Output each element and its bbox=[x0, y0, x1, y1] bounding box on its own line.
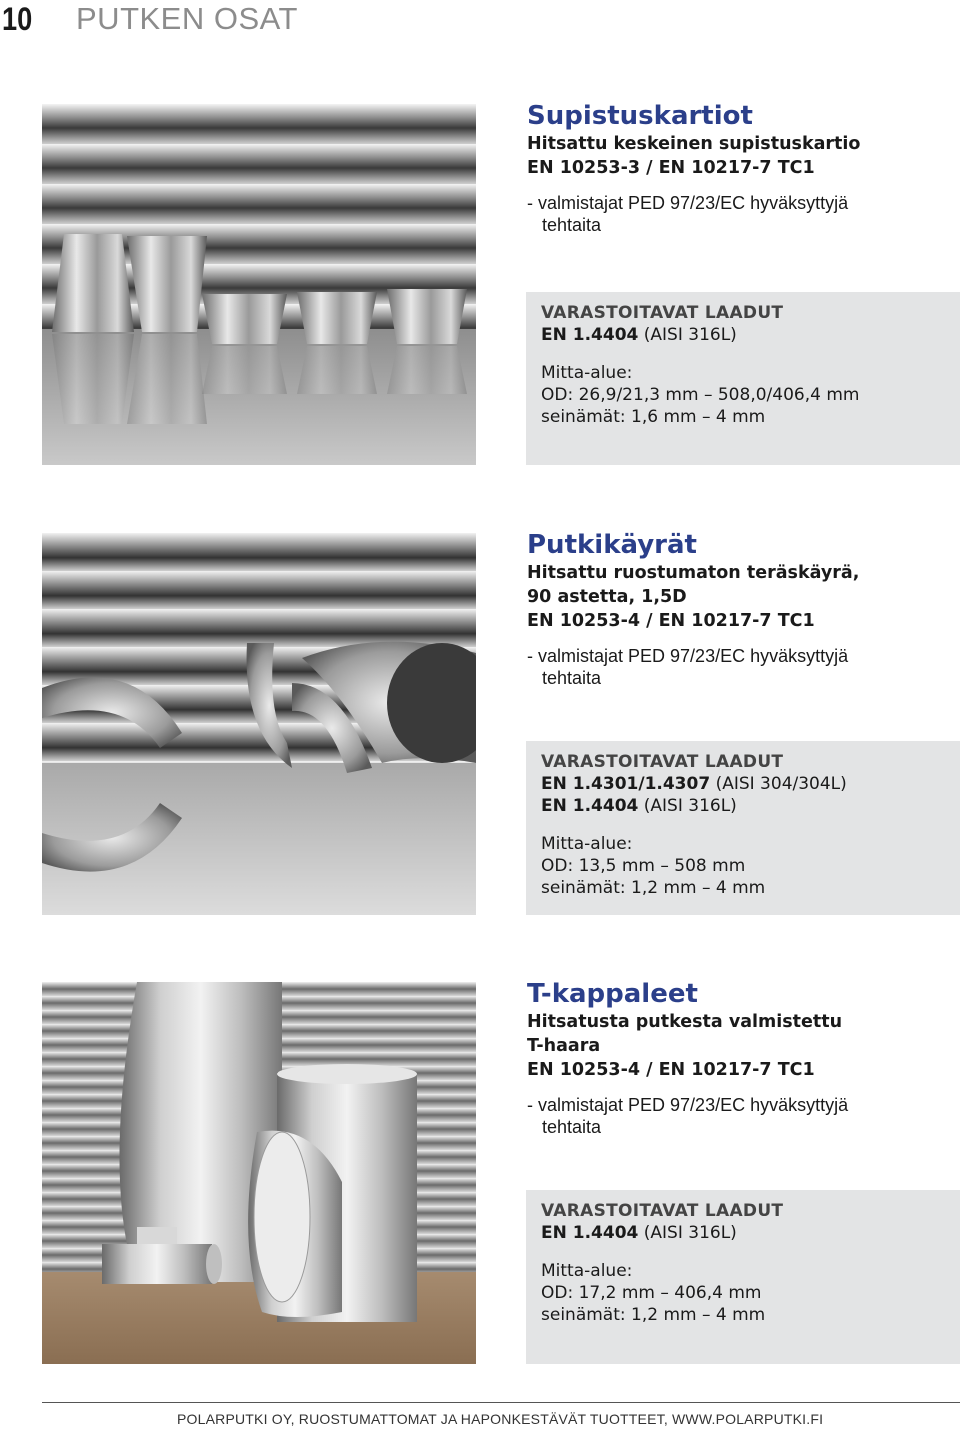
grade-code: EN 1.4404 bbox=[541, 325, 639, 345]
grade-code: EN 1.4301/1.4307 bbox=[541, 774, 711, 794]
subtitle-line: Hitsattu keskeinen supistuskartio bbox=[527, 134, 861, 154]
grade-item bbox=[541, 324, 960, 346]
approval-line: - valmistajat PED 97/23/EC hyväksyttyjä bbox=[527, 1095, 849, 1115]
section-title: Supistuskartiot bbox=[527, 101, 753, 131]
reducers-text bbox=[527, 100, 947, 236]
tees-photo bbox=[42, 982, 476, 1364]
range-label: Mitta-alue: bbox=[541, 834, 633, 854]
subtitle-line: EN 10253-4 / EN 10217-7 TC1 bbox=[527, 611, 815, 631]
grade-code: EN 1.4404 bbox=[541, 796, 639, 816]
section-title: Putkikäyrät bbox=[527, 530, 697, 560]
approval-line: tehtaita bbox=[542, 1117, 602, 1137]
grade-item bbox=[541, 795, 960, 817]
subtitle-line: T-haara bbox=[527, 1036, 601, 1056]
range-wall: seinämät: 1,2 mm – 4 mm bbox=[541, 1305, 766, 1325]
range-label: Mitta-alue: bbox=[541, 363, 633, 383]
grade-item bbox=[541, 1222, 960, 1244]
range-wall: seinämät: 1,6 mm – 4 mm bbox=[541, 407, 766, 427]
elbows-photo bbox=[42, 533, 476, 915]
section-title: T-kappaleet bbox=[527, 979, 698, 1009]
grade-aisi: (AISI 316L) bbox=[643, 796, 737, 816]
footer-divider bbox=[42, 1402, 960, 1403]
page-number: 10 bbox=[2, 1, 33, 37]
subtitle-line: Hitsattu ruostumaton teräskäyrä, bbox=[527, 563, 860, 583]
approval-line: - valmistajat PED 97/23/EC hyväksyttyjä bbox=[527, 193, 849, 213]
range-label: Mitta-alue: bbox=[541, 1261, 633, 1281]
approval-note bbox=[527, 1094, 947, 1138]
stock-heading: VARASTOITAVAT LAADUT bbox=[541, 1201, 784, 1221]
stock-info-box bbox=[526, 292, 960, 465]
range-od: OD: 13,5 mm – 508 mm bbox=[541, 856, 746, 876]
grade-code: EN 1.4404 bbox=[541, 1223, 639, 1243]
tees-text bbox=[527, 978, 947, 1138]
reducers-photo bbox=[42, 104, 476, 465]
subtitle-line: EN 10253-3 / EN 10217-7 TC1 bbox=[527, 158, 815, 178]
approval-line: tehtaita bbox=[542, 215, 602, 235]
subtitle-line: EN 10253-4 / EN 10217-7 TC1 bbox=[527, 1060, 815, 1080]
page-title: PUTKEN OSAT bbox=[76, 1, 298, 36]
approval-note bbox=[527, 645, 947, 689]
grade-aisi: (AISI 316L) bbox=[643, 325, 737, 345]
approval-line: - valmistajat PED 97/23/EC hyväksyttyjä bbox=[527, 646, 849, 666]
grade-aisi: (AISI 304/304L) bbox=[715, 774, 847, 794]
elbows-text bbox=[527, 529, 947, 689]
subtitle-line: Hitsatusta putkesta valmistettu bbox=[527, 1012, 843, 1032]
approval-note bbox=[527, 192, 947, 236]
grade-item bbox=[541, 773, 960, 795]
page-header bbox=[0, 0, 960, 40]
range-od: OD: 26,9/21,3 mm – 508,0/406,4 mm bbox=[541, 385, 860, 405]
approval-line: tehtaita bbox=[542, 668, 602, 688]
subtitle-line: 90 astetta, 1,5D bbox=[527, 587, 687, 607]
stock-heading: VARASTOITAVAT LAADUT bbox=[541, 303, 784, 323]
range-od: OD: 17,2 mm – 406,4 mm bbox=[541, 1283, 762, 1303]
page-footer: POLARPUTKI OY, RUOSTUMATTOMAT JA HAPONKESTÄVÄT TUOTTEET, WWW.POLARPUTKI.FI bbox=[177, 1411, 824, 1427]
stock-heading: VARASTOITAVAT LAADUT bbox=[541, 752, 784, 772]
stock-info-box bbox=[526, 741, 960, 915]
stock-info-box bbox=[526, 1190, 960, 1364]
range-wall: seinämät: 1,2 mm – 4 mm bbox=[541, 878, 766, 898]
grade-aisi: (AISI 316L) bbox=[643, 1223, 737, 1243]
